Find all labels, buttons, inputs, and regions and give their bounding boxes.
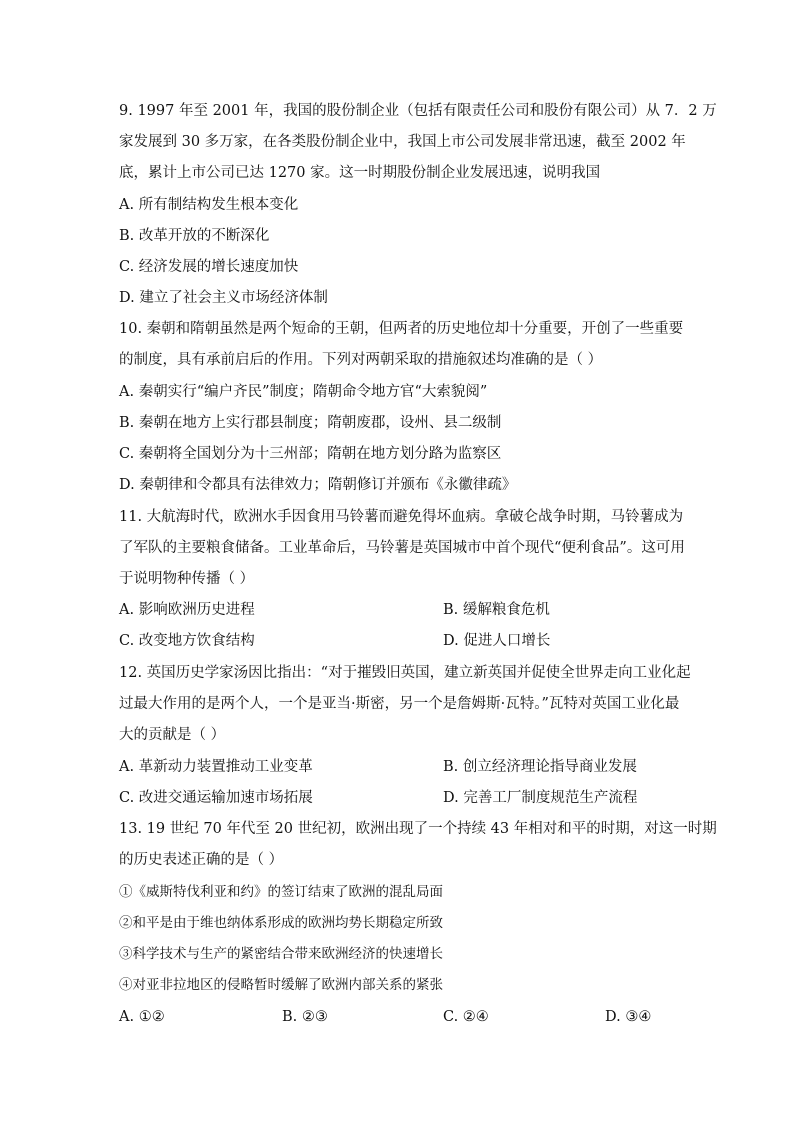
q9-stem-line-1: 9. 1997 年至 2001 年，我国的股份制企业（包括有限责任公司和股份有限公司）从 7．2 万: [119, 103, 717, 119]
q13-statement-3: ③科学技术与生产的紧密结合带来欧洲经济的快速增长: [119, 946, 443, 962]
q11-stem-line-1: 11. 大航海时代，欧洲水手因食用马铃薯而避免得坏血病。拿破仑战争时期，马铃薯成为: [119, 509, 684, 525]
q11-stem-line-2: 了军队的主要粮食储备。工业革命后，马铃薯是英国城市中首个现代“便利食品”。这可用: [119, 540, 685, 556]
q10-option-a: A. 秦朝实行“编户齐民”制度；隋朝命令地方官“大索貌阅”: [119, 384, 488, 400]
q9-option-c: C. 经济发展的增长速度加快: [119, 259, 299, 275]
q10-option-d: D. 秦朝律和令都具有法律效力；隋朝修订并颁布《永徽律疏》: [119, 477, 517, 493]
q13-option-b: B. ②③: [282, 1009, 328, 1025]
q13-option-a: A. ①②: [119, 1009, 165, 1025]
q11-stem-line-3: 于说明物种传播（ ）: [119, 571, 255, 587]
q11-option-b: B. 缓解粮食危机: [443, 602, 550, 618]
q12-option-c: C. 改进交通运输加速市场拓展: [119, 790, 313, 806]
q12-stem-line-2: 过最大作用的是两个人，一个是亚当·斯密，另一个是詹姆斯·瓦特。”瓦特对英国工业化最: [119, 696, 680, 712]
q12-option-b: B. 创立经济理论指导商业发展: [443, 759, 637, 775]
q12-option-d: D. 完善工厂制度规范生产流程: [443, 790, 638, 806]
q13-stem-line-1: 13. 19 世纪 70 年代至 20 世纪初，欧洲出现了一个持续 43 年相对和平的时期，对这一时期: [119, 821, 717, 837]
q10-option-b: B. 秦朝在地方上实行郡县制度；隋朝废郡，设州、县二级制: [119, 415, 502, 431]
q9-stem-line-3: 底，累计上市公司已达 1270 家。这一时期股份制企业发展迅速，说明我国: [119, 165, 601, 181]
q12-stem-line-3: 大的贡献是（ ）: [119, 727, 226, 743]
q13-statement-4: ④对亚非拉地区的侵略暂时缓解了欧洲内部关系的紧张: [119, 977, 443, 993]
q10-option-c: C. 秦朝将全国划分为十三州部；隋朝在地方划分路为监察区: [119, 446, 502, 462]
q13-statement-1: ①《威斯特伐利亚和约》的签订结束了欧洲的混乱局面: [119, 884, 443, 900]
q13-statement-2: ②和平是由于维也纳体系形成的欧洲均势长期稳定所致: [119, 915, 443, 931]
q12-option-a: A. 革新动力装置推动工业变革: [119, 759, 313, 775]
q9-option-d: D. 建立了社会主义市场经济体制: [119, 290, 328, 306]
q11-option-d: D. 促进人口增长: [443, 633, 551, 649]
q9-option-a: A. 所有制结构发生根本变化: [119, 197, 299, 213]
q10-stem-line-2: 的制度，具有承前启后的作用。下列对两朝采取的措施叙述均准确的是（ ）: [119, 352, 603, 368]
q11-option-a: A. 影响欧洲历史进程: [119, 602, 255, 618]
q13-option-c: C. ②④: [443, 1009, 489, 1025]
q10-stem-line-1: 10. 秦朝和隋朝虽然是两个短命的王朝，但两者的历史地位却十分重要，开创了一些重要: [119, 321, 684, 337]
q11-option-c: C. 改变地方饮食结构: [119, 633, 255, 649]
q13-stem-line-2: 的历史表述正确的是（ ）: [119, 852, 284, 868]
q9-stem-line-2: 家发展到 30 多万家，在各类股份制企业中，我国上市公司发展非常迅速，截至 2002 年: [119, 134, 686, 150]
q9-option-b: B. 改革开放的不断深化: [119, 228, 270, 244]
q12-stem-line-1: 12. 英国历史学家汤因比指出：“对于摧毁旧英国，建立新英国并促使全世界走向工业化起: [119, 665, 691, 681]
q13-option-d: D. ③④: [605, 1009, 652, 1025]
